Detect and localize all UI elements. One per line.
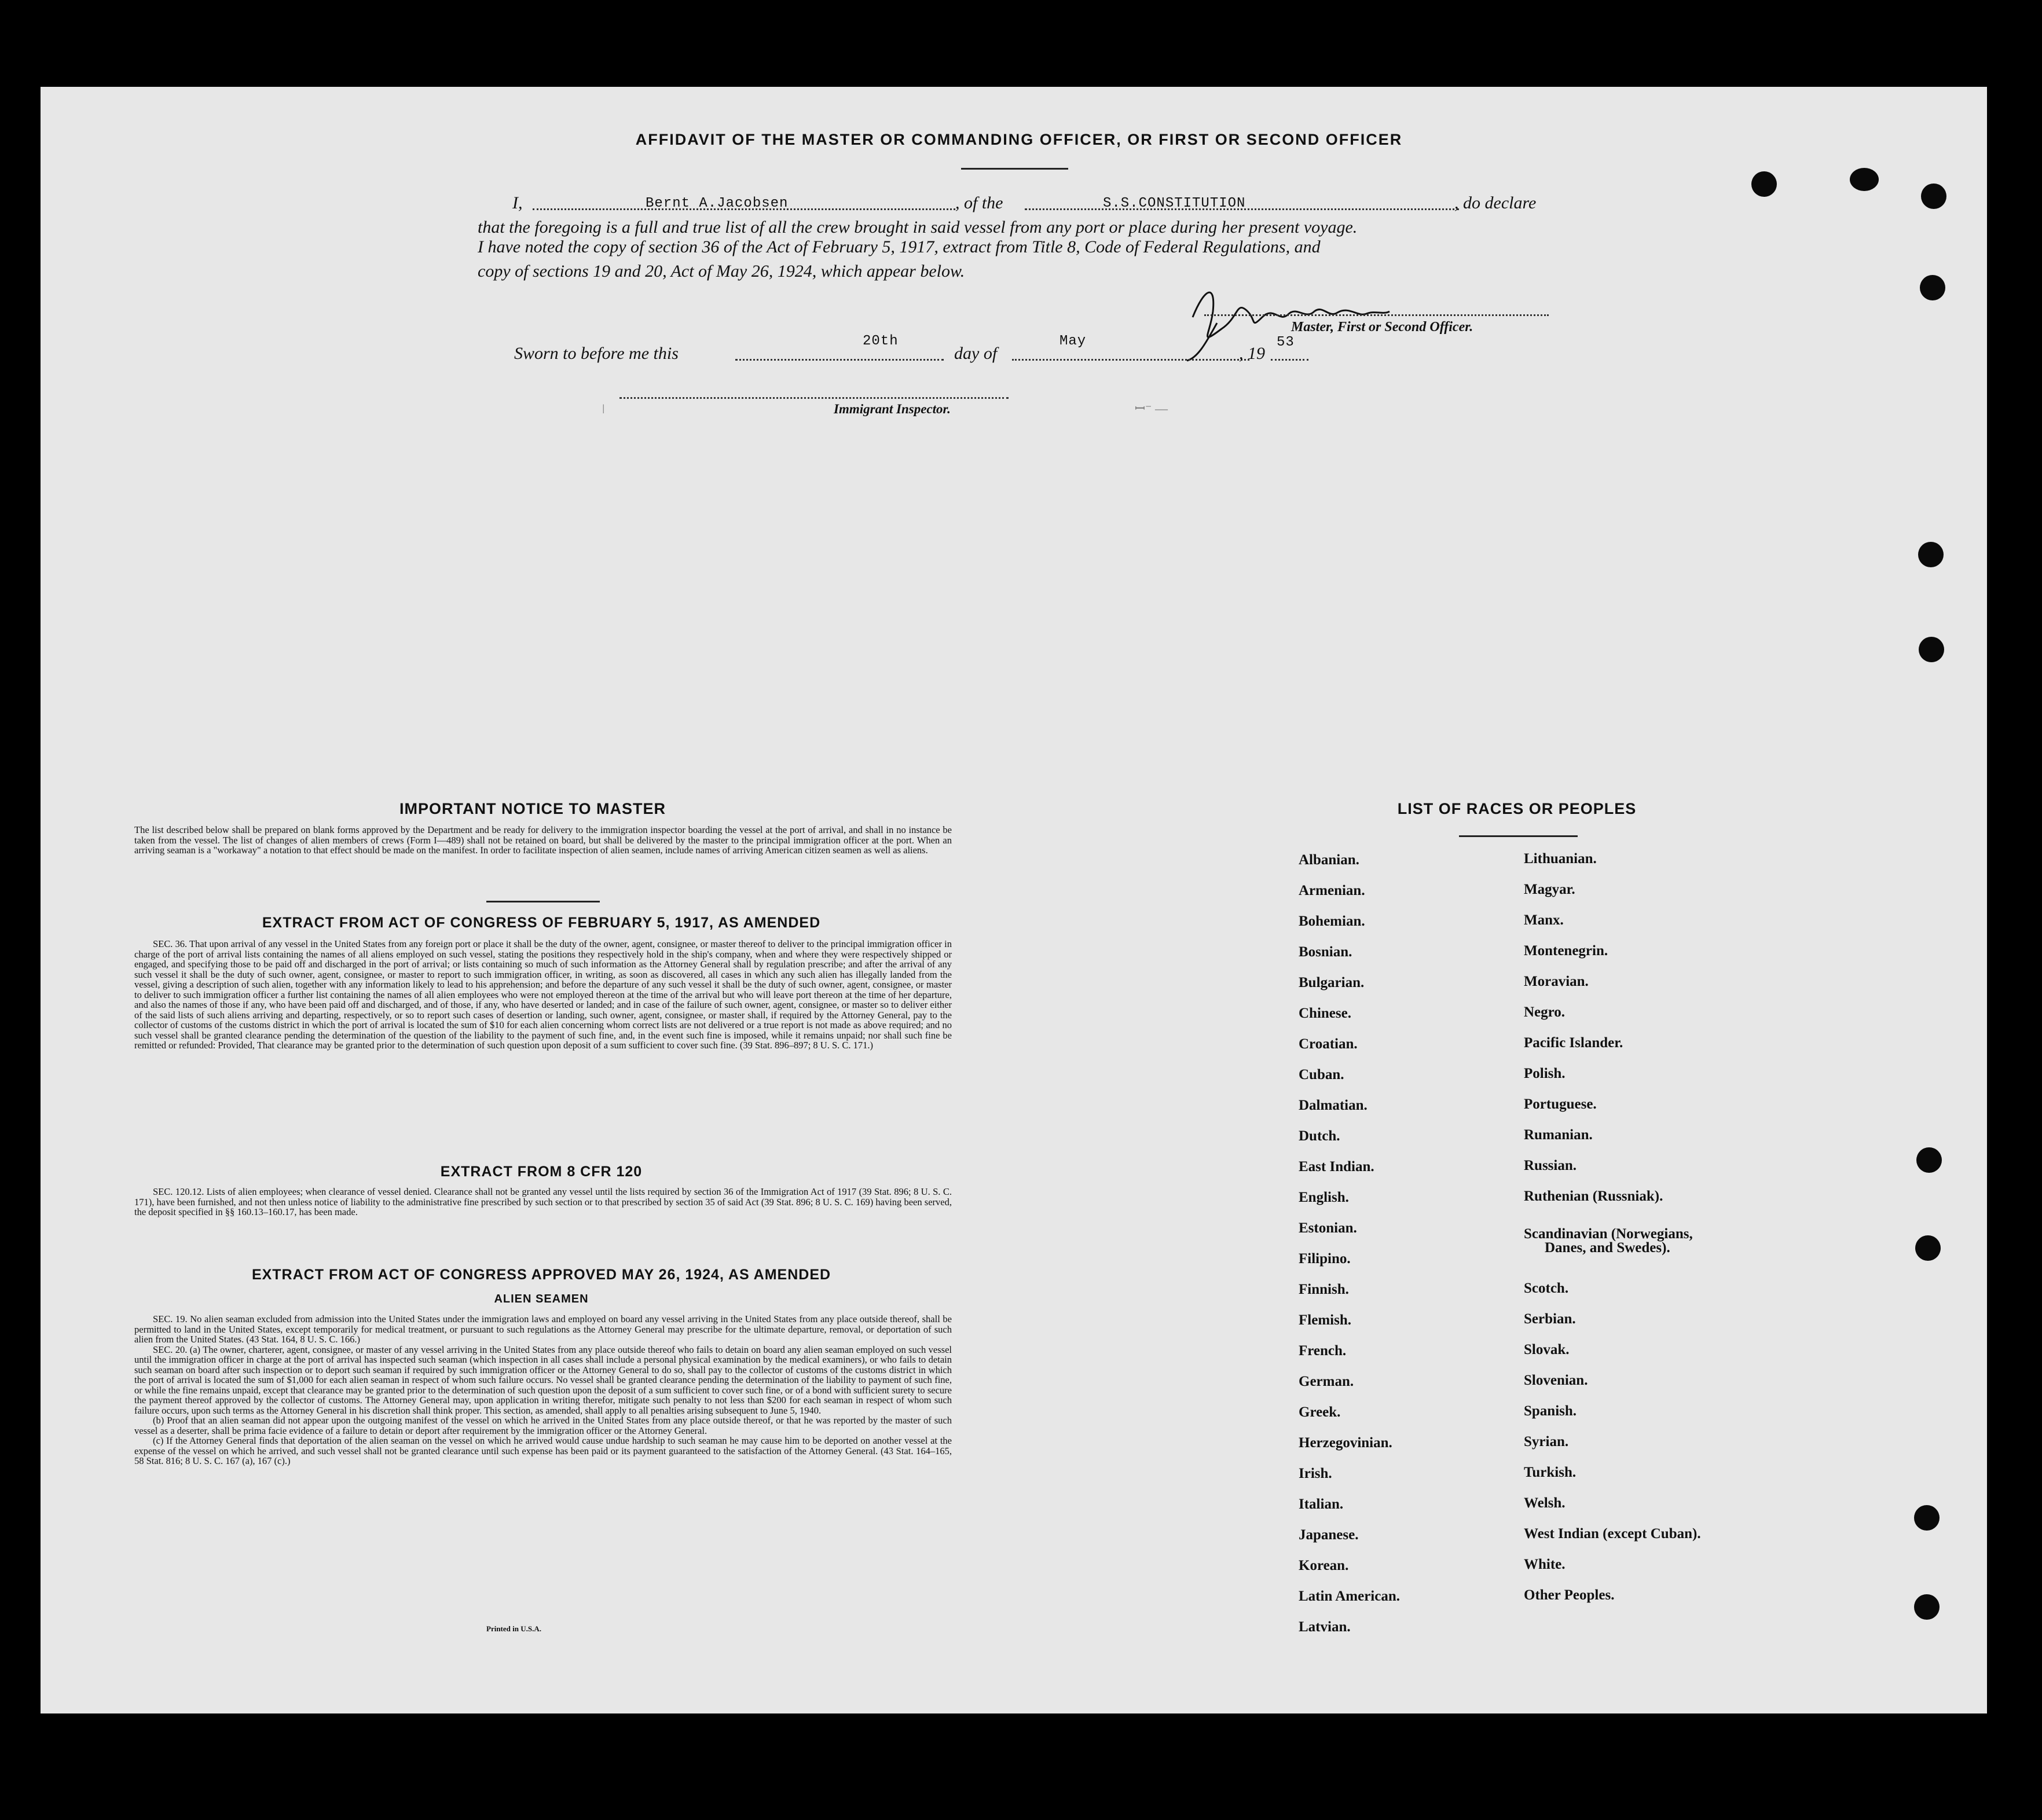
race-item: Moravian. [1524,974,1589,989]
race-item: Danes, and Swedes). [1545,1240,1670,1256]
affidavit-line-4: copy of sections 19 and 20, Act of May 26, 1924, which appear below. [478,262,965,281]
race-item: Scotch. [1524,1280,1569,1296]
master-name: Bernt A.Jacobsen [646,196,789,211]
race-item: Cuban. [1299,1067,1344,1083]
race-item: Russian. [1524,1158,1577,1173]
punch-hole [1920,275,1945,300]
race-item: Korean. [1299,1558,1349,1573]
document-page [41,87,1987,1713]
punch-hole [1916,1147,1942,1173]
day-of-label: day of [954,344,998,363]
race-item: Bosnian. [1299,944,1352,960]
extract-1924-subtitle: ALIEN SEAMEN [494,1293,589,1305]
extract-1924-title: EXTRACT FROM ACT OF CONGRESS APPROVED MAY 26, 1924, AS AMENDED [251,1267,831,1283]
extract-1924-sec19: SEC. 19. No alien seaman excluded from admission into the United States under the immigration laws and employed on board any vessel arriving in the United States from any place outside thereof, shall be permitted to land in the United States, except temporarily for medical treatment, or pursuant to such regulations as the Attorney General may prescribe for the ultimate departure, removal, or deportation of such alien from the United States. (43 Stat. 164, 8 U. S. C. 166.) [134,1313,952,1345]
affidavit-i-label: I, [512,193,523,212]
race-item: Finnish. [1299,1282,1349,1297]
year-suffix: 53 [1277,335,1295,350]
race-item: Magyar. [1524,882,1575,897]
sworn-label: Sworn to before me this [514,344,679,363]
race-item: Dalmatian. [1299,1098,1368,1113]
printed-in-usa: Printed in U.S.A. [486,1624,541,1633]
extract-cfr-title: EXTRACT FROM 8 CFR 120 [440,1164,643,1180]
stray-mark: ꟷ⁻ — [1135,401,1168,416]
notice-divider [486,901,600,902]
vessel-name: S.S.CONSTITUTION [1103,196,1246,211]
of-the-label: , of the [955,193,1003,212]
race-item: Turkish. [1524,1465,1577,1480]
extract-1924-body [134,1314,952,1466]
race-item: Rumanian. [1524,1127,1593,1143]
race-item: Manx. [1524,912,1564,928]
extract-cfr-text: SEC. 120.12. Lists of alien employees; when clearance of vessel denied. Clearance shall not be granted any vessel until the lists required by section 36 of the Immigration Act of 1917 (39 Stat. 896; 8 U. S. C. 171), have been furnished, and not then unless notice of liability to the administrative fine prescribed by such section or to that prescribed by section 35 of said Act (39 Stat. 896; 8 U. S. C. 169) having been served, the deposit specified in §§ 160.13–160.17, has been made. [134,1186,952,1217]
race-item: Italian. [1299,1496,1344,1512]
races-title-underline [1459,835,1578,837]
extract-1917-title: EXTRACT FROM ACT OF CONGRESS OF FEBRUARY 5, 1917, AS AMENDED [262,915,821,931]
race-item: Lithuanian. [1524,851,1597,867]
race-item: Spanish. [1524,1403,1577,1419]
race-item: West Indian (except Cuban). [1524,1526,1701,1542]
race-item: Other Peoples. [1524,1587,1615,1603]
race-item: Slovenian. [1524,1373,1588,1388]
notice-text: The list described below shall be prepared on blank forms approved by the Department and be ready for delivery to the immigration inspector boarding the vessel at the port of arrival, and shall in no instance be taken from the vessel. The list of changes of alien members of crews (Form I—489) shall not be retained on board, but shall be delivered by the master to the principal immigration officer at the port. When an arriving seaman is a "workaway" a notation to that effect should be made on the manifest. In order to facilitate inspection of alien seamen, include names of arriving American citizen seamen as well as aliens. [134,824,952,856]
signature-line [1204,314,1549,316]
race-item: Armenian. [1299,883,1365,898]
sworn-day: 20th [863,333,899,349]
races-title: LIST OF RACES OR PEOPLES [1397,800,1637,817]
race-item: Slovak. [1524,1342,1570,1357]
punch-hole [1850,168,1879,191]
race-item: Pacific Islander. [1524,1035,1623,1051]
punch-hole [1915,1235,1941,1261]
affidavit-title: AFFIDAVIT OF THE MASTER OR COMMANDING OFFICER, OR FIRST OR SECOND OFFICER [635,131,1403,148]
extract-1924-sec20a: SEC. 20. (a) The owner, charterer, agent, consignee, or master of any vessel arriving in the United States from any place outside thereof who fails to detain on board any alien seaman employed on such vessel until the immigration officer in charge at the port of arrival has inspected such seaman (which inspection in all cases shall include a personal physical examination by the medical examiners), or who fails to detain such seaman on board after such inspection or to deport such seaman if required by such immigration officer or the Attorney General to do so, shall pay to the collector of customs of the customs district in which the port of arrival is located the sum of $1,000 for each alien seaman in respect of whom such failure occurs. No vessel shall be granted clearance pending the determination of the liability to payment of such fine, or while the fine remains unpaid, except that clearance may be granted prior to the determination of such question upon the deposit of a sum sufficient to cover such fine, or of a bond with sufficient surety to secure the payment thereof approved by the collector of customs. The Attorney General may, upon application in writing therefor, mitigate such penalty to not less than $200 for each seaman in respect of whom such failure occurs, upon such terms as the Attorney General in his discretion shall think proper. This section, as amended, shall apply to all penalties arising subsequent to June 5, 1940. [134,1344,952,1416]
race-item: Welsh. [1524,1495,1566,1511]
extract-1924-sec20b: (b) Proof that an alien seaman did not appear upon the outgoing manifest of the vessel on which he arrived in the United States from any place outside thereof, or that he was reported by the master of such vessel as a deserter, shall be prima facie evidence of a failure to detain or deport after requirement by the immigration officer or the Attorney General. [134,1415,952,1436]
race-item: Croatian. [1299,1036,1358,1052]
race-item: White. [1524,1557,1566,1572]
race-item: Estonian. [1299,1220,1357,1236]
affidavit-line-2: that the foregoing is a full and true list of all the crew brought in said vessel from any port or place during her present voyage. [478,218,1358,237]
punch-hole [1921,184,1946,209]
sworn-month-line [1012,359,1249,361]
race-item: English. [1299,1190,1349,1205]
race-item: Chinese. [1299,1006,1351,1021]
stray-mark: ǀ [602,402,605,416]
inspector-line [619,397,1009,399]
race-item: Serbian. [1524,1311,1576,1327]
notice-title: IMPORTANT NOTICE TO MASTER [399,800,666,817]
race-item: Herzegovinian. [1299,1435,1392,1451]
race-item: Syrian. [1524,1434,1569,1450]
race-item: Filipino. [1299,1251,1351,1267]
race-item: East Indian. [1299,1159,1374,1175]
punch-hole [1918,542,1944,567]
race-item: German. [1299,1374,1354,1389]
race-item: French. [1299,1343,1347,1359]
race-item: Irish. [1299,1466,1332,1481]
extract-1924-sec20c: (c) If the Attorney General finds that deportation of the alien seaman on the vessel on which he arrived would cause undue hardship to such seaman he may cause him to be deported on another vessel at the expense of the vessel on which he arrived, and such vessel shall not be granted clearance until such expense has been paid or its payment guaranteed to the satisfaction of the Attorney General. (43 Stat. 164–165, 58 Stat. 816; 8 U. S. C. 167 (a), 167 (c).) [134,1435,952,1466]
race-item: Flemish. [1299,1312,1351,1328]
inspector-caption: Immigrant Inspector. [834,402,951,416]
year-line [1271,359,1308,361]
extract-1917-text: SEC. 36. That upon arrival of any vessel in the United States from any foreign port or place it shall be the duty of the owner, agent, consignee, or master thereof to deliver to the principal immigration officer in charge of the port of arrival lists containing the names of all aliens employed on such vessel, stating the positions they respectively hold in the ship's company, when and where they were respectively shipped or engaged, and specifying those to be paid off and discharged in the port of arrival; or lists containing so much of such information as the Attorney General shall by regulation prescribe; and after the arrival of any such vessel it shall be the duty of such owner, agent, consignee, or master to report to such immigration officer, in writing, as soon as discovered, all cases in which any such alien has illegally landed from the vessel, giving a description of such alien, together with any information likely to lead to his apprehension; and before the departure of any such vessel it shall be the duty of such owner, agent, consignee, or master to deliver to such immigration officer a further list containing the names of all alien employees who were not employed thereon at the time of the arrival but who will leave port thereon at the time of her departure, and also the names of those if any, who have been paid off and discharged, and of those, if any, who have deserted or landed; and in case of the failure of such owner, agent, consignee, or master so to deliver either of the said lists of such aliens arriving and departing, respectively, or so to report such cases of desertion or landing, such owner, agent, consignee, or master shall, if required by the Attorney General, pay to the collector of customs of the customs district in which the port of arrival is located the sum of $10 for each alien concerning whom correct lists are not delivered or a true report is not made as above required; and no such vessel shall be granted clearance pending the determination of the question of the liability to the payment of such fine, and, in the event such fine is imposed, while it remains unpaid; nor shall such fine be remitted or refunded: Provided, That clearance may be granted prior to the determination of such question upon deposit of a sum sufficient to cover such fine. (39 Stat. 896–897; 8 U. S. C. 171.) [134,938,952,1051]
race-item: Japanese. [1299,1527,1359,1543]
sworn-day-line [735,359,944,361]
race-item: Scandinavian (Norwegians, [1524,1226,1693,1242]
year-prefix: , 19 [1239,344,1265,363]
race-item: Latvian. [1299,1619,1351,1635]
race-item: Ruthenian (Russniak). [1524,1188,1663,1204]
signature-caption: Master, First or Second Officer. [1291,320,1473,335]
race-item: Dutch. [1299,1128,1340,1144]
race-item: Bohemian. [1299,913,1365,929]
punch-hole [1914,1505,1940,1531]
race-item: Portuguese. [1524,1096,1597,1112]
punch-hole [1914,1594,1940,1620]
sworn-month: May [1060,333,1087,349]
race-item: Latin American. [1299,1588,1400,1604]
affidavit-line-3: I have noted the copy of section 36 of the Act of February 5, 1917, extract from Title 8, Code of Federal Regulations, and [478,237,1321,256]
punch-hole [1751,171,1777,197]
punch-hole [1919,637,1944,662]
do-declare-label: , do declare [1454,193,1537,212]
race-item: Bulgarian. [1299,975,1365,990]
race-item: Albanian. [1299,852,1359,868]
title-underline [961,168,1068,170]
race-item: Greek. [1299,1404,1341,1420]
race-item: Montenegrin. [1524,943,1608,959]
race-item: Negro. [1524,1004,1566,1020]
race-item: Polish. [1524,1066,1566,1081]
